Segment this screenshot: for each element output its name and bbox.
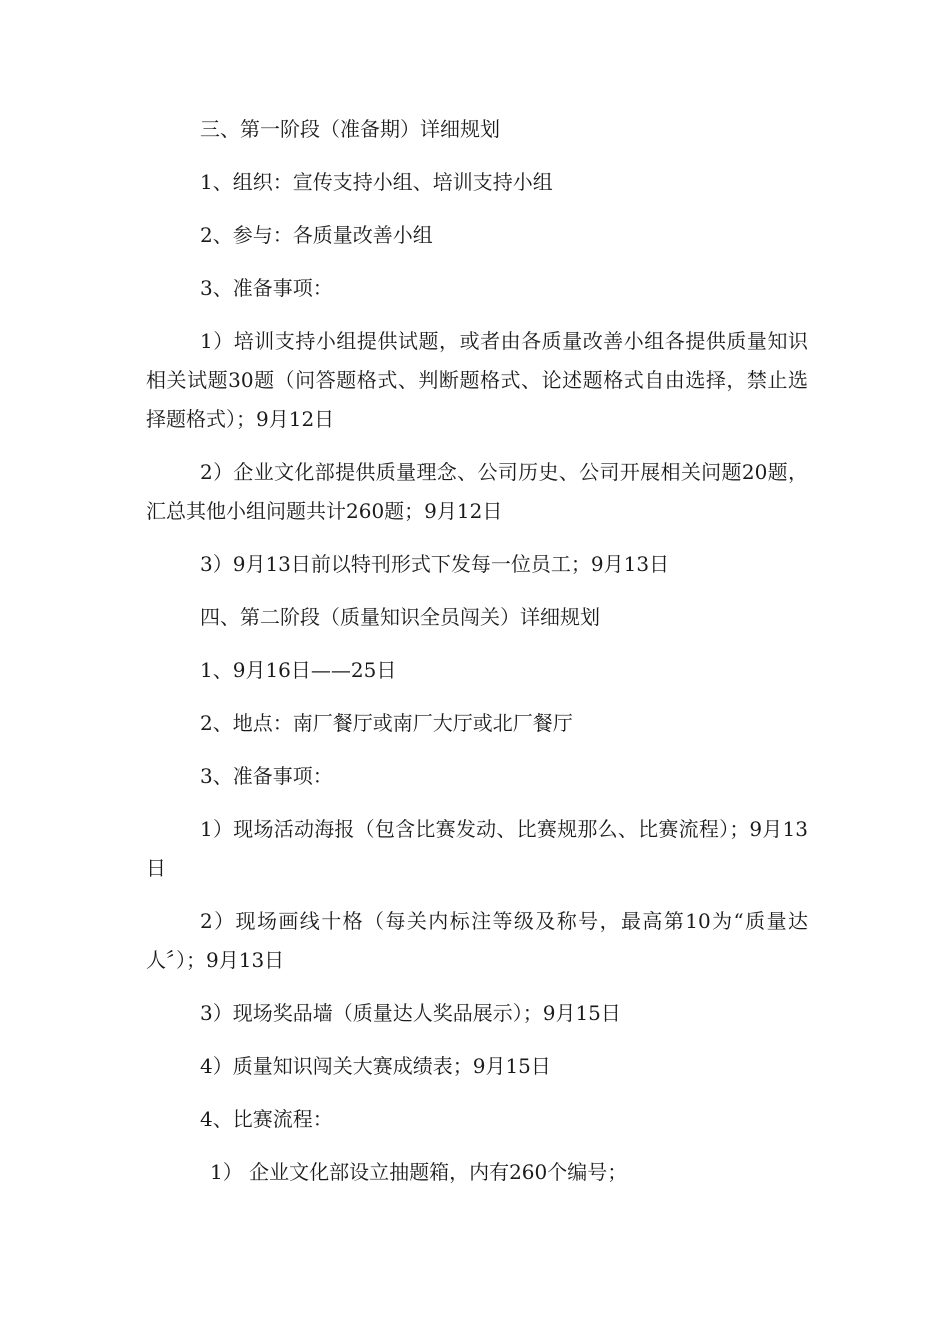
paragraph-grid-item: 2）现场画线十格（每关内标注等级及称号，最高第10为“质量达人〞）；9月13日 [146,909,808,972]
paragraph-process-heading: 4、比赛流程： [200,1107,333,1131]
paragraph-preparation-item-1: 1）培训支持小组提供试题，或者由各质量改善小组各提供质量知识相关试题30题（问答题格式、判断题格式、论述题格式自由选择，禁止选择题格式）；9月12日 [146,329,808,431]
section-heading-stage-two: 四、第二阶段（质量知识全员闯关）详细规划 [200,605,600,629]
paragraph-date-range: 1、9月16日——25日 [200,658,397,682]
paragraph-prize-wall-item: 3）现场奖品墙（质量达人奖品展示）；9月15日 [200,1001,621,1025]
document-body [146,110,808,1206]
paragraph-preparation-heading: 3、准备事项： [200,276,333,300]
paragraph-participation: 2、参与：各质量改善小组 [200,223,433,247]
paragraph-organization: 1、组织：宣传支持小组、培训支持小组 [200,170,553,194]
paragraph-score-table-item: 4）质量知识闯关大赛成绩表；9月15日 [200,1054,551,1078]
paragraph-preparation-item-2: 2）企业文化部提供质量理念、公司历史、公司开展相关问题20题，汇总其他小组问题共计260题；9月12日 [146,460,808,523]
paragraph-poster-item: 1）现场活动海报（包含比赛发动、比赛规那么、比赛流程）；9月13日 [146,817,808,880]
paragraph-preparation-item-3: 3）9月13日前以特刊形式下发每一位员工；9月13日 [200,552,670,576]
paragraph-process-item-1: 1） 企业文化部设立抽题箱，内有260个编号； [210,1160,628,1184]
section-heading-stage-one: 三、第一阶段（准备期）详细规划 [200,117,500,141]
paragraph-preparation-heading-2: 3、准备事项： [200,764,333,788]
paragraph-location: 2、地点：南厂餐厅或南厂大厅或北厂餐厅 [200,711,573,735]
